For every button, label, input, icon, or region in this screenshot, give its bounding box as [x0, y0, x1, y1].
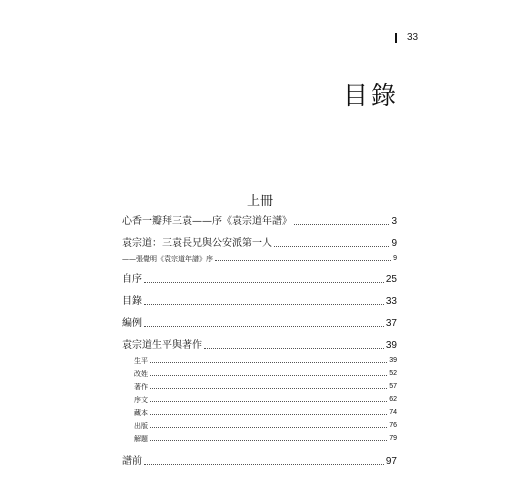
toc-page: 74 [389, 409, 397, 416]
toc-entry [122, 215, 397, 228]
dot-leader [144, 326, 384, 327]
toc-page: 9 [393, 255, 397, 262]
toc-label: 藏本 [134, 409, 148, 417]
volume-heading: 上冊 [246, 194, 273, 209]
toc-label: ——張覺明《袁宗道年譜》序 [122, 255, 213, 263]
toc-page: 33 [385, 296, 397, 307]
toc-page: 57 [389, 383, 397, 390]
toc-page: 3 [391, 216, 397, 227]
dot-leader [150, 388, 387, 389]
toc-subentry [134, 395, 397, 405]
toc-label: 心香一瓣拜三袁——序《袁宗道年譜》 [122, 216, 292, 227]
dot-leader [150, 401, 387, 402]
toc-entry [122, 455, 397, 468]
toc-page: 25 [385, 274, 397, 285]
dot-leader [150, 362, 387, 363]
toc-page: 39 [389, 357, 397, 364]
toc-subentry [134, 369, 397, 379]
toc-page: 97 [385, 456, 397, 467]
toc-page: 79 [389, 435, 397, 442]
dot-leader [144, 282, 384, 283]
toc-page: 62 [389, 396, 397, 403]
page-number: 33 [407, 32, 419, 43]
toc-page: 37 [385, 318, 397, 329]
toc-label: 著作 [134, 383, 148, 391]
toc-page: 9 [391, 238, 397, 249]
toc-label: 袁宗道：三袁長兄與公安派第一人 [122, 238, 272, 249]
toc-label: 出版 [134, 422, 148, 430]
dot-leader [150, 414, 387, 415]
dot-leader [144, 464, 384, 465]
running-head [395, 32, 418, 43]
dot-leader [144, 304, 384, 305]
toc-entry [122, 317, 397, 330]
toc-subentry [134, 356, 397, 366]
toc-page: 39 [385, 340, 397, 351]
toc-subentry [134, 434, 397, 444]
toc-label: 目錄 [122, 296, 142, 307]
dot-leader [150, 427, 387, 428]
toc-label: 生平 [134, 357, 148, 365]
dot-leader [215, 260, 391, 261]
toc-subentry [134, 421, 397, 431]
dot-leader [204, 348, 384, 349]
toc-label: 自序 [122, 274, 142, 285]
dot-leader [274, 246, 389, 247]
toc-label: 譜前 [122, 456, 142, 467]
toc-subentry [134, 408, 397, 418]
toc-page: 52 [389, 370, 397, 377]
header-rule [395, 33, 397, 43]
dot-leader [294, 224, 389, 225]
toc-label: 解題 [134, 435, 148, 443]
toc-label: 序文 [134, 396, 148, 404]
toc-subtitle [122, 254, 397, 264]
page-title: 目錄 [343, 81, 400, 110]
toc-label: 袁宗道生平與著作 [122, 340, 202, 351]
dot-leader [150, 440, 387, 441]
toc-entry [122, 273, 397, 286]
toc-entry [122, 295, 397, 308]
toc-page: 76 [389, 422, 397, 429]
toc-entry [122, 237, 397, 250]
toc-entry [122, 339, 397, 352]
toc-subentry [134, 382, 397, 392]
dot-leader [150, 375, 387, 376]
toc-label: 改姓 [134, 370, 148, 378]
toc-label: 編例 [122, 318, 142, 329]
